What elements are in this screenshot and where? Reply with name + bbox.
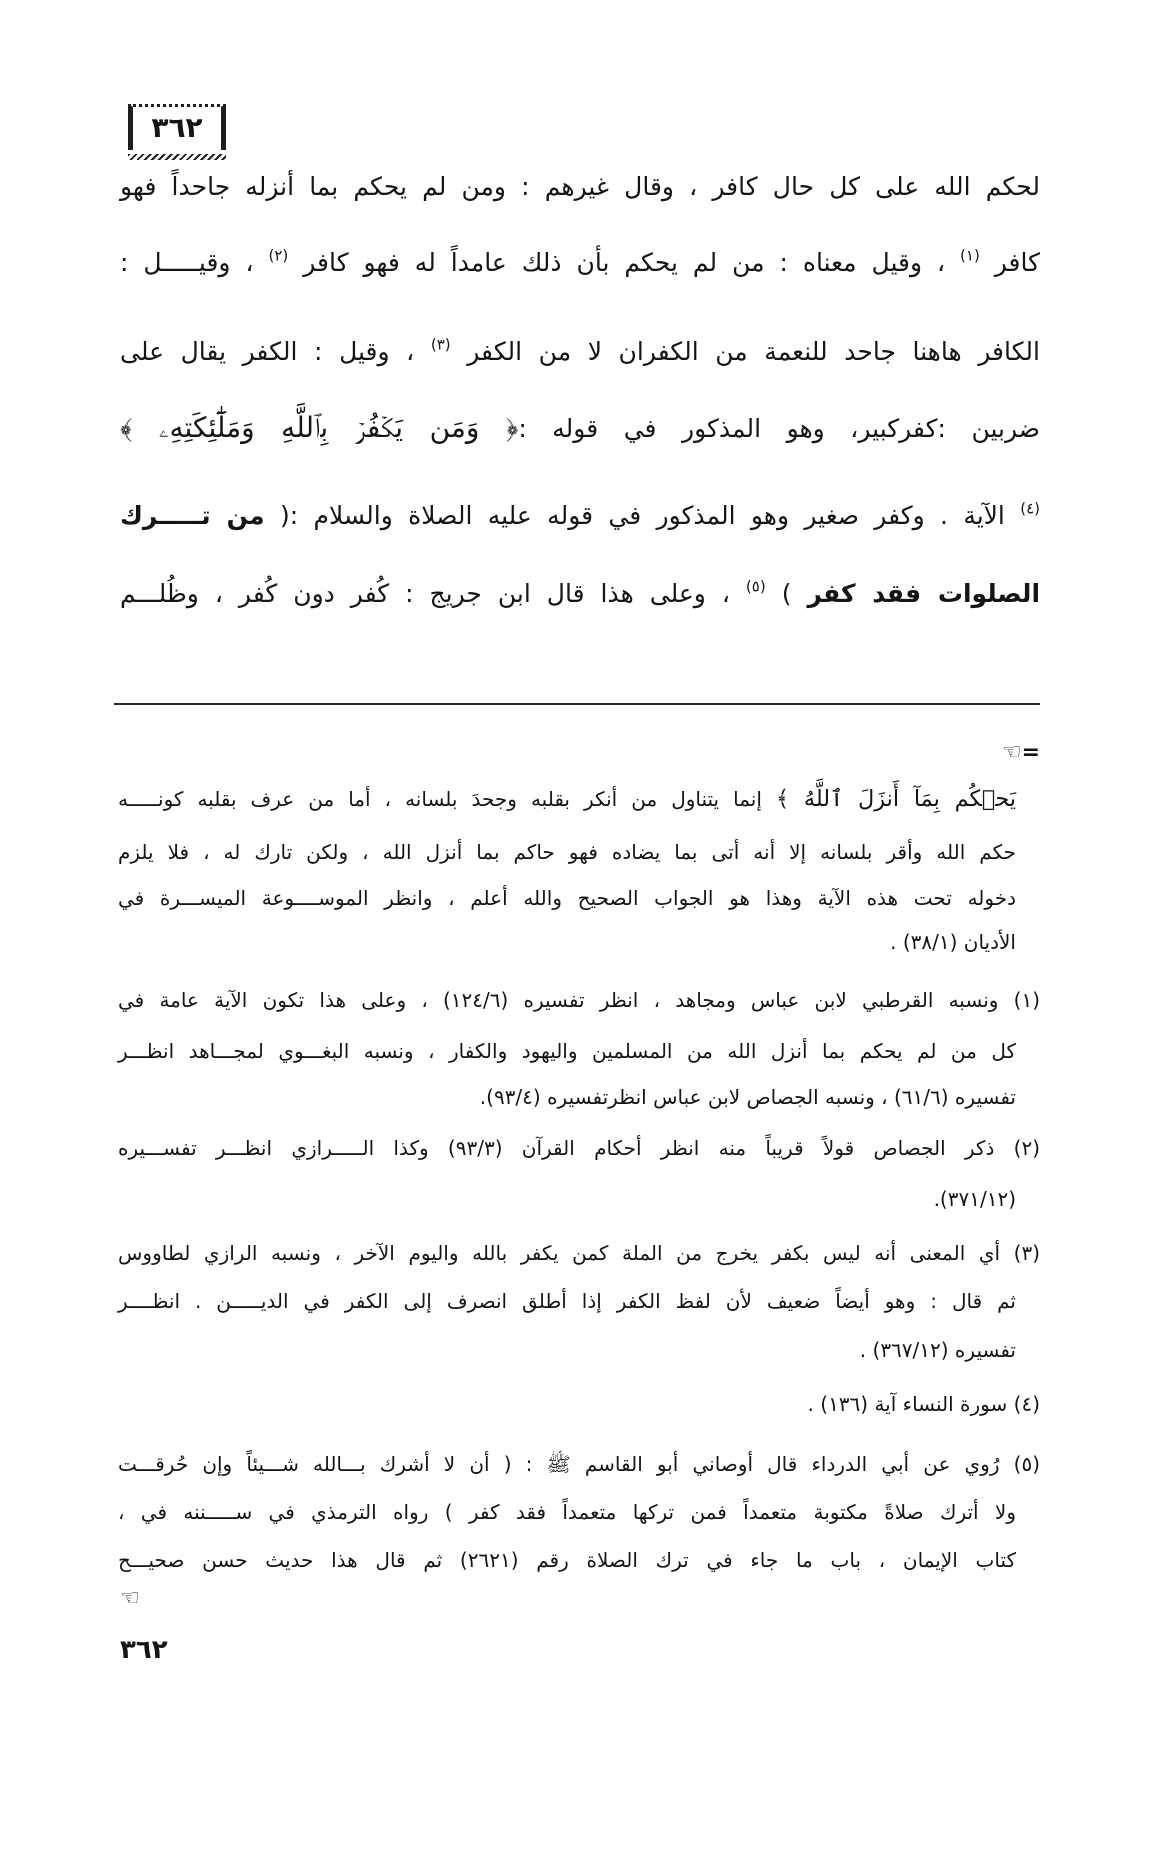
continuation-marker xyxy=(985,733,1040,773)
footnote-text: (٢) ذكر الجصاص قولاً قريباً منه انظر أحكام القرآن (٩٣/٣) وكذا الـــــرازي انظـــر تفســـيره xyxy=(118,1136,1040,1160)
footnote-ref-3: (٣) xyxy=(430,335,451,354)
footnote-continuation-line-2 xyxy=(118,832,1016,872)
main-text-line-3 xyxy=(120,322,1040,382)
main-text-line-6 xyxy=(120,564,1040,624)
footnote-text: ثم قال : وهو أيضاً ضعيف لأن لفظ الكفر إذا أطلق انصرف إلى الكفر في الديـــــن . انظــــر xyxy=(118,1289,1016,1313)
quran-verse: يَحۡكُم بِمَآ أَنزَلَ ٱللَّهُ ﴾ xyxy=(775,786,1017,812)
hadith-text-bold: من تـــــرك xyxy=(120,501,265,530)
page-number-bottom: ٣٦٢ xyxy=(120,1635,168,1665)
footnote-3-line-3 xyxy=(118,1330,1016,1370)
footnote-text: (٤) سورة النساء آية (١٣٦) . xyxy=(807,1392,1040,1416)
footnote-3-line-1 xyxy=(118,1233,1040,1273)
continuation-marker-sign: = xyxy=(1021,740,1040,765)
footnote-1-line-1 xyxy=(118,980,1040,1020)
footnote-separator xyxy=(114,703,1040,705)
footnote-1-line-3 xyxy=(118,1077,1016,1117)
quran-verse: ﴿ وَمَن يَكۡفُرۡ بِٱللَّهِ وَمَلَٰٓئِكَتِهِۦ ﴾ xyxy=(120,411,519,444)
footnote-ref-2: (٢) xyxy=(268,246,289,265)
page-number-top: ٣٦٢ xyxy=(151,111,203,144)
main-text: كافر xyxy=(994,248,1041,277)
footnote-text: تفسيره (٦١/٦) ، ونسبه الجصاص لابن عباس انظرتفسيره (٩٣/٤). xyxy=(479,1085,1016,1109)
footnote-5-line-1 xyxy=(118,1444,1040,1484)
main-text-line-1 xyxy=(120,157,1040,217)
footnote-text: ولا أترك صلاةً مكتوبة متعمداً فمن تركها متعمداً فقد كفر ) رواه الترمذي في ســـــننه في ، xyxy=(118,1500,1016,1524)
footnote-ref-1: (١) xyxy=(960,246,980,265)
pointing-hand-icon xyxy=(120,1590,140,1609)
footnote-5-line-2 xyxy=(118,1492,1016,1532)
main-text: ، وقيل : الكفر يقال على xyxy=(120,337,415,366)
hadith-text-bold: الصلوات فقد كفر xyxy=(807,579,1041,608)
footnote-2-line-2 xyxy=(118,1179,1016,1219)
main-text: لحكم الله على كل حال كافر ، وقال غيرهم : ومن لم يحكم بما أنزله جاحداً فهو xyxy=(120,172,1040,201)
main-text: ، وقيـــــل : xyxy=(120,248,254,277)
main-text: ) xyxy=(781,579,792,608)
footnote-text: كتاب الإيمان ، باب ما جاء في ترك الصلاة رقم (٢٦٢١) ثم قال هذا حديث حسن صحيـــح xyxy=(118,1548,1017,1572)
main-text: ، وعلى هذا قال ابن جريج : كُفر دون كُفر ، وظُلـــم xyxy=(120,579,730,608)
page-number-box xyxy=(128,104,226,150)
footnote-text: (٣) أي المعنى أنه ليس بكفر يخرج من الملة كمن يكفر بالله واليوم الآخر ، ونسبه الرازي لطاووس xyxy=(118,1241,1040,1265)
footnote-5-line-3 xyxy=(118,1540,1016,1580)
main-text-line-2 xyxy=(120,233,1040,293)
main-text: ، وقيل معناه : من لم يحكم بأن ذلك عامداً له فهو كافر xyxy=(303,248,946,277)
footnote-text: (٥) رُوي عن أبي الدرداء قال أوصاني أبو القاسم ﷺ : ( أن لا أشرك بـــالله شـــيئاً وإن حُرقـــت xyxy=(118,1452,1040,1476)
footnote-text: حكم الله وأقر بلسانه إلا أنه أتى بما يضاده فهو حاكم بما أنزل الله ، ولكن تارك له ، فلا يلزم xyxy=(118,840,1016,864)
footnote-4-line-1 xyxy=(118,1384,1040,1424)
footnote-text: (١) ونسبه القرطبي لابن عباس ومجاهد ، انظر تفسيره (١٢٤/٦) ، وعلى هذا تكون الآية عامة في xyxy=(118,988,1040,1012)
footnote-continuation-line-4 xyxy=(118,922,1016,962)
footnote-text: كل من لم يحكم بما أنزل الله من المسلمين واليهود والكفار ، ونسبه البغـــوي لمجـــاهد انظـــر xyxy=(118,1039,1016,1063)
continues-marker xyxy=(120,1582,140,1616)
footnote-text: دخوله تحت هذه الآية وهذا هو الجواب الصحيح والله أعلم ، وانظر الموســــوعة الميســـرة في xyxy=(118,886,1016,910)
footnote-ref-5: (٥) xyxy=(745,577,766,596)
footnote-continuation-line-1 xyxy=(118,779,1016,819)
footnote-1-line-2 xyxy=(118,1031,1016,1071)
footnote-text: إنما يتناول من أنكر بقلبه وجحدَ بلسانه ، أما من عرف بقلبه كونـــــه xyxy=(118,787,762,811)
main-text-line-5 xyxy=(120,486,1040,546)
main-text-line-4 xyxy=(120,398,1040,458)
footnote-3-line-2 xyxy=(118,1281,1016,1321)
footnote-text: الأديان (٣٨/١) . xyxy=(890,930,1016,954)
footnote-continuation-line-3 xyxy=(118,878,1016,918)
pointing-hand-icon xyxy=(1002,740,1022,765)
footnote-text: (٣٧١/١٢). xyxy=(933,1187,1016,1211)
main-text: الكافر هاهنا جاحد للنعمة من الكفران لا من الكفر xyxy=(467,337,1040,366)
main-text: ضربين :كفركبير، وهو المذكور في قوله : xyxy=(518,414,1040,443)
footnote-text: تفسيره (٣٦٧/١٢) . xyxy=(859,1338,1016,1362)
footnote-2-line-1 xyxy=(118,1128,1040,1168)
footnote-ref-4: (٤) xyxy=(1020,499,1040,518)
main-text: الآية . وكفر صغير وهو المذكور في قوله عليه الصلاة والسلام :( xyxy=(279,501,1005,530)
